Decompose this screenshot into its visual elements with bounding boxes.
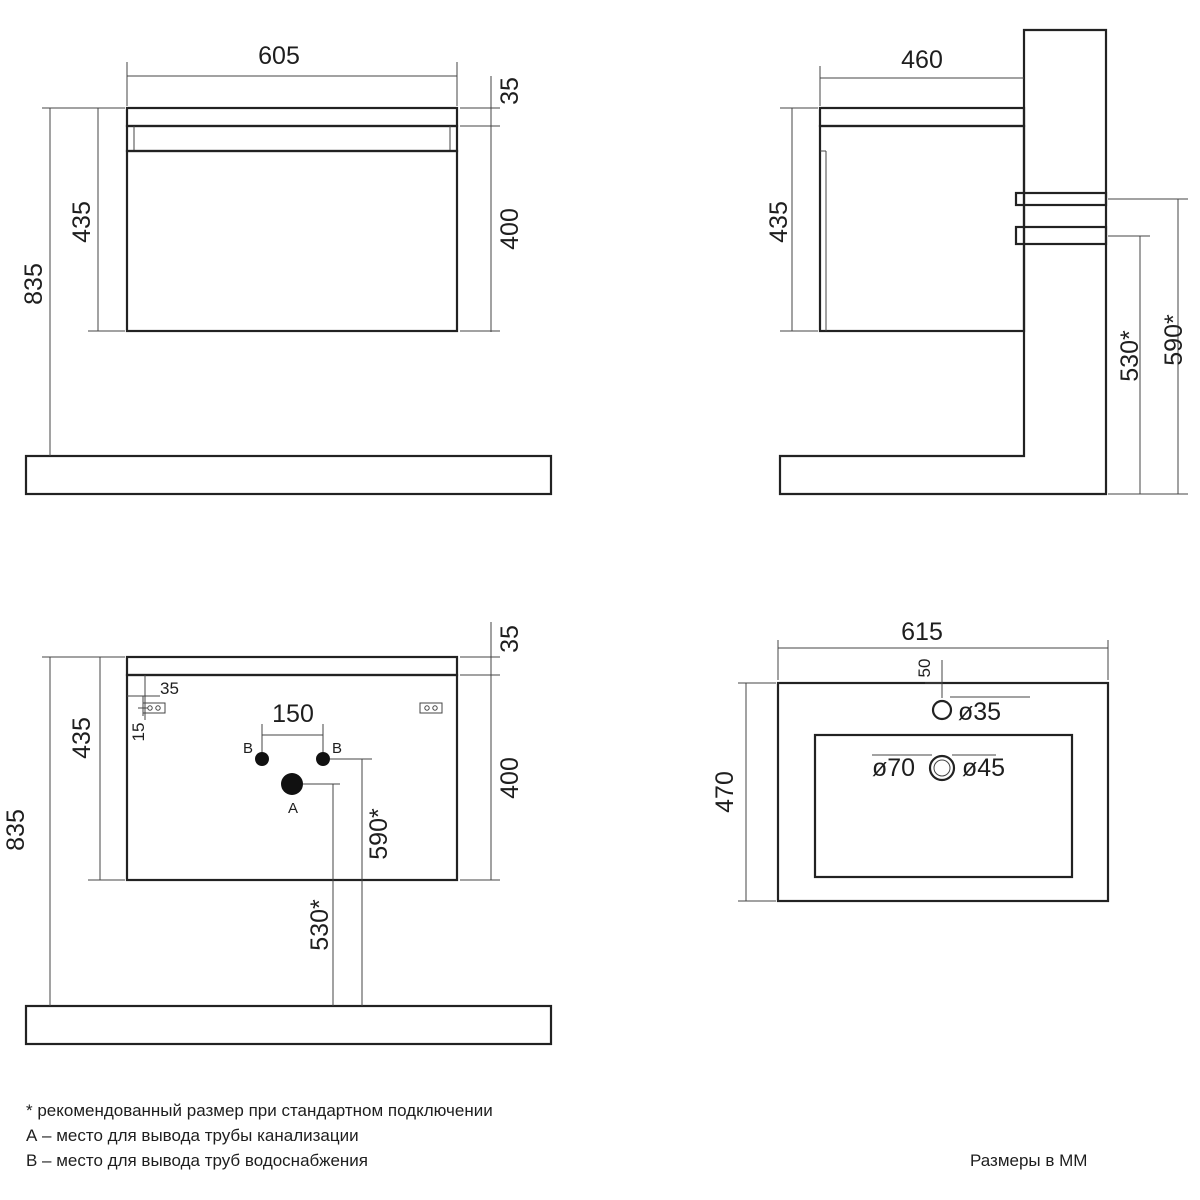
top-depth-label: 470: [711, 771, 739, 813]
basin-outline: [778, 683, 1108, 901]
back-drain-height-label: 530*: [306, 899, 334, 951]
side-countertop: [820, 108, 1024, 126]
back-mount-height-label: 835: [2, 809, 30, 851]
front-width-label: 605: [258, 42, 300, 70]
right-bracket: [420, 703, 442, 713]
top-width-label: 615: [901, 618, 943, 646]
note-a: А – место для вывода трубы канализации: [26, 1126, 359, 1145]
water-pipe: [1016, 193, 1106, 205]
wall-hatch: [780, 30, 1106, 494]
drain-inner: [934, 760, 950, 776]
bracket-offset-y-label: 15: [129, 722, 148, 742]
back-panel-height-label: 400: [496, 757, 524, 799]
drain-outlet: [281, 773, 303, 795]
floor-hatch: [26, 456, 551, 494]
drain-inner-label: ø45: [962, 754, 1006, 782]
front-drawer-height-label: 400: [496, 208, 524, 250]
side-depth-label: 460: [901, 46, 943, 74]
back-countertop: [127, 657, 457, 675]
drain-label: A: [288, 800, 299, 817]
tap-offset-label: 50: [915, 658, 934, 678]
front-mount-height-label: 835: [20, 263, 48, 305]
water-label-right: B: [332, 740, 343, 757]
countertop: [127, 108, 457, 126]
back-water-height-label: 590*: [365, 808, 393, 860]
tap-hole-label: ø35: [958, 698, 1002, 726]
drain-pipe: [1016, 227, 1106, 244]
back-view: [2, 622, 551, 1044]
water-outlet-left: [255, 752, 269, 766]
side-drain-height-label: 530*: [1116, 330, 1144, 382]
water-spacing-label: 150: [272, 700, 314, 728]
note-b: В – место для вывода труб водоснабжения: [26, 1151, 368, 1170]
drain-outer-label: ø70: [872, 754, 916, 782]
tap-hole: [933, 701, 951, 719]
side-cabinet-height-label: 435: [765, 201, 793, 243]
front-top-thickness-label: 35: [496, 77, 524, 105]
water-label-left: B: [243, 740, 254, 757]
drawer-top-band: [127, 126, 457, 151]
side-water-height-label: 590*: [1160, 314, 1188, 366]
side-cabinet: [820, 126, 1024, 331]
water-outlet-right: [316, 752, 330, 766]
front-view: [20, 42, 551, 494]
back-top-thickness-label: 35: [496, 625, 524, 653]
note-asterisk: * рекомендованный размер при стандартном подключении: [26, 1101, 493, 1120]
units-note: Размеры в ММ: [970, 1151, 1088, 1170]
bracket-offset-x-label: 35: [160, 679, 179, 698]
side-view: [765, 30, 1188, 494]
front-cabinet-height-label: 435: [68, 201, 96, 243]
top-view: [711, 618, 1108, 901]
notes-block: [26, 1098, 493, 1173]
back-floor-hatch: [26, 1006, 551, 1044]
back-cabinet-height-label: 435: [68, 717, 96, 759]
drawer-body: [127, 151, 457, 331]
